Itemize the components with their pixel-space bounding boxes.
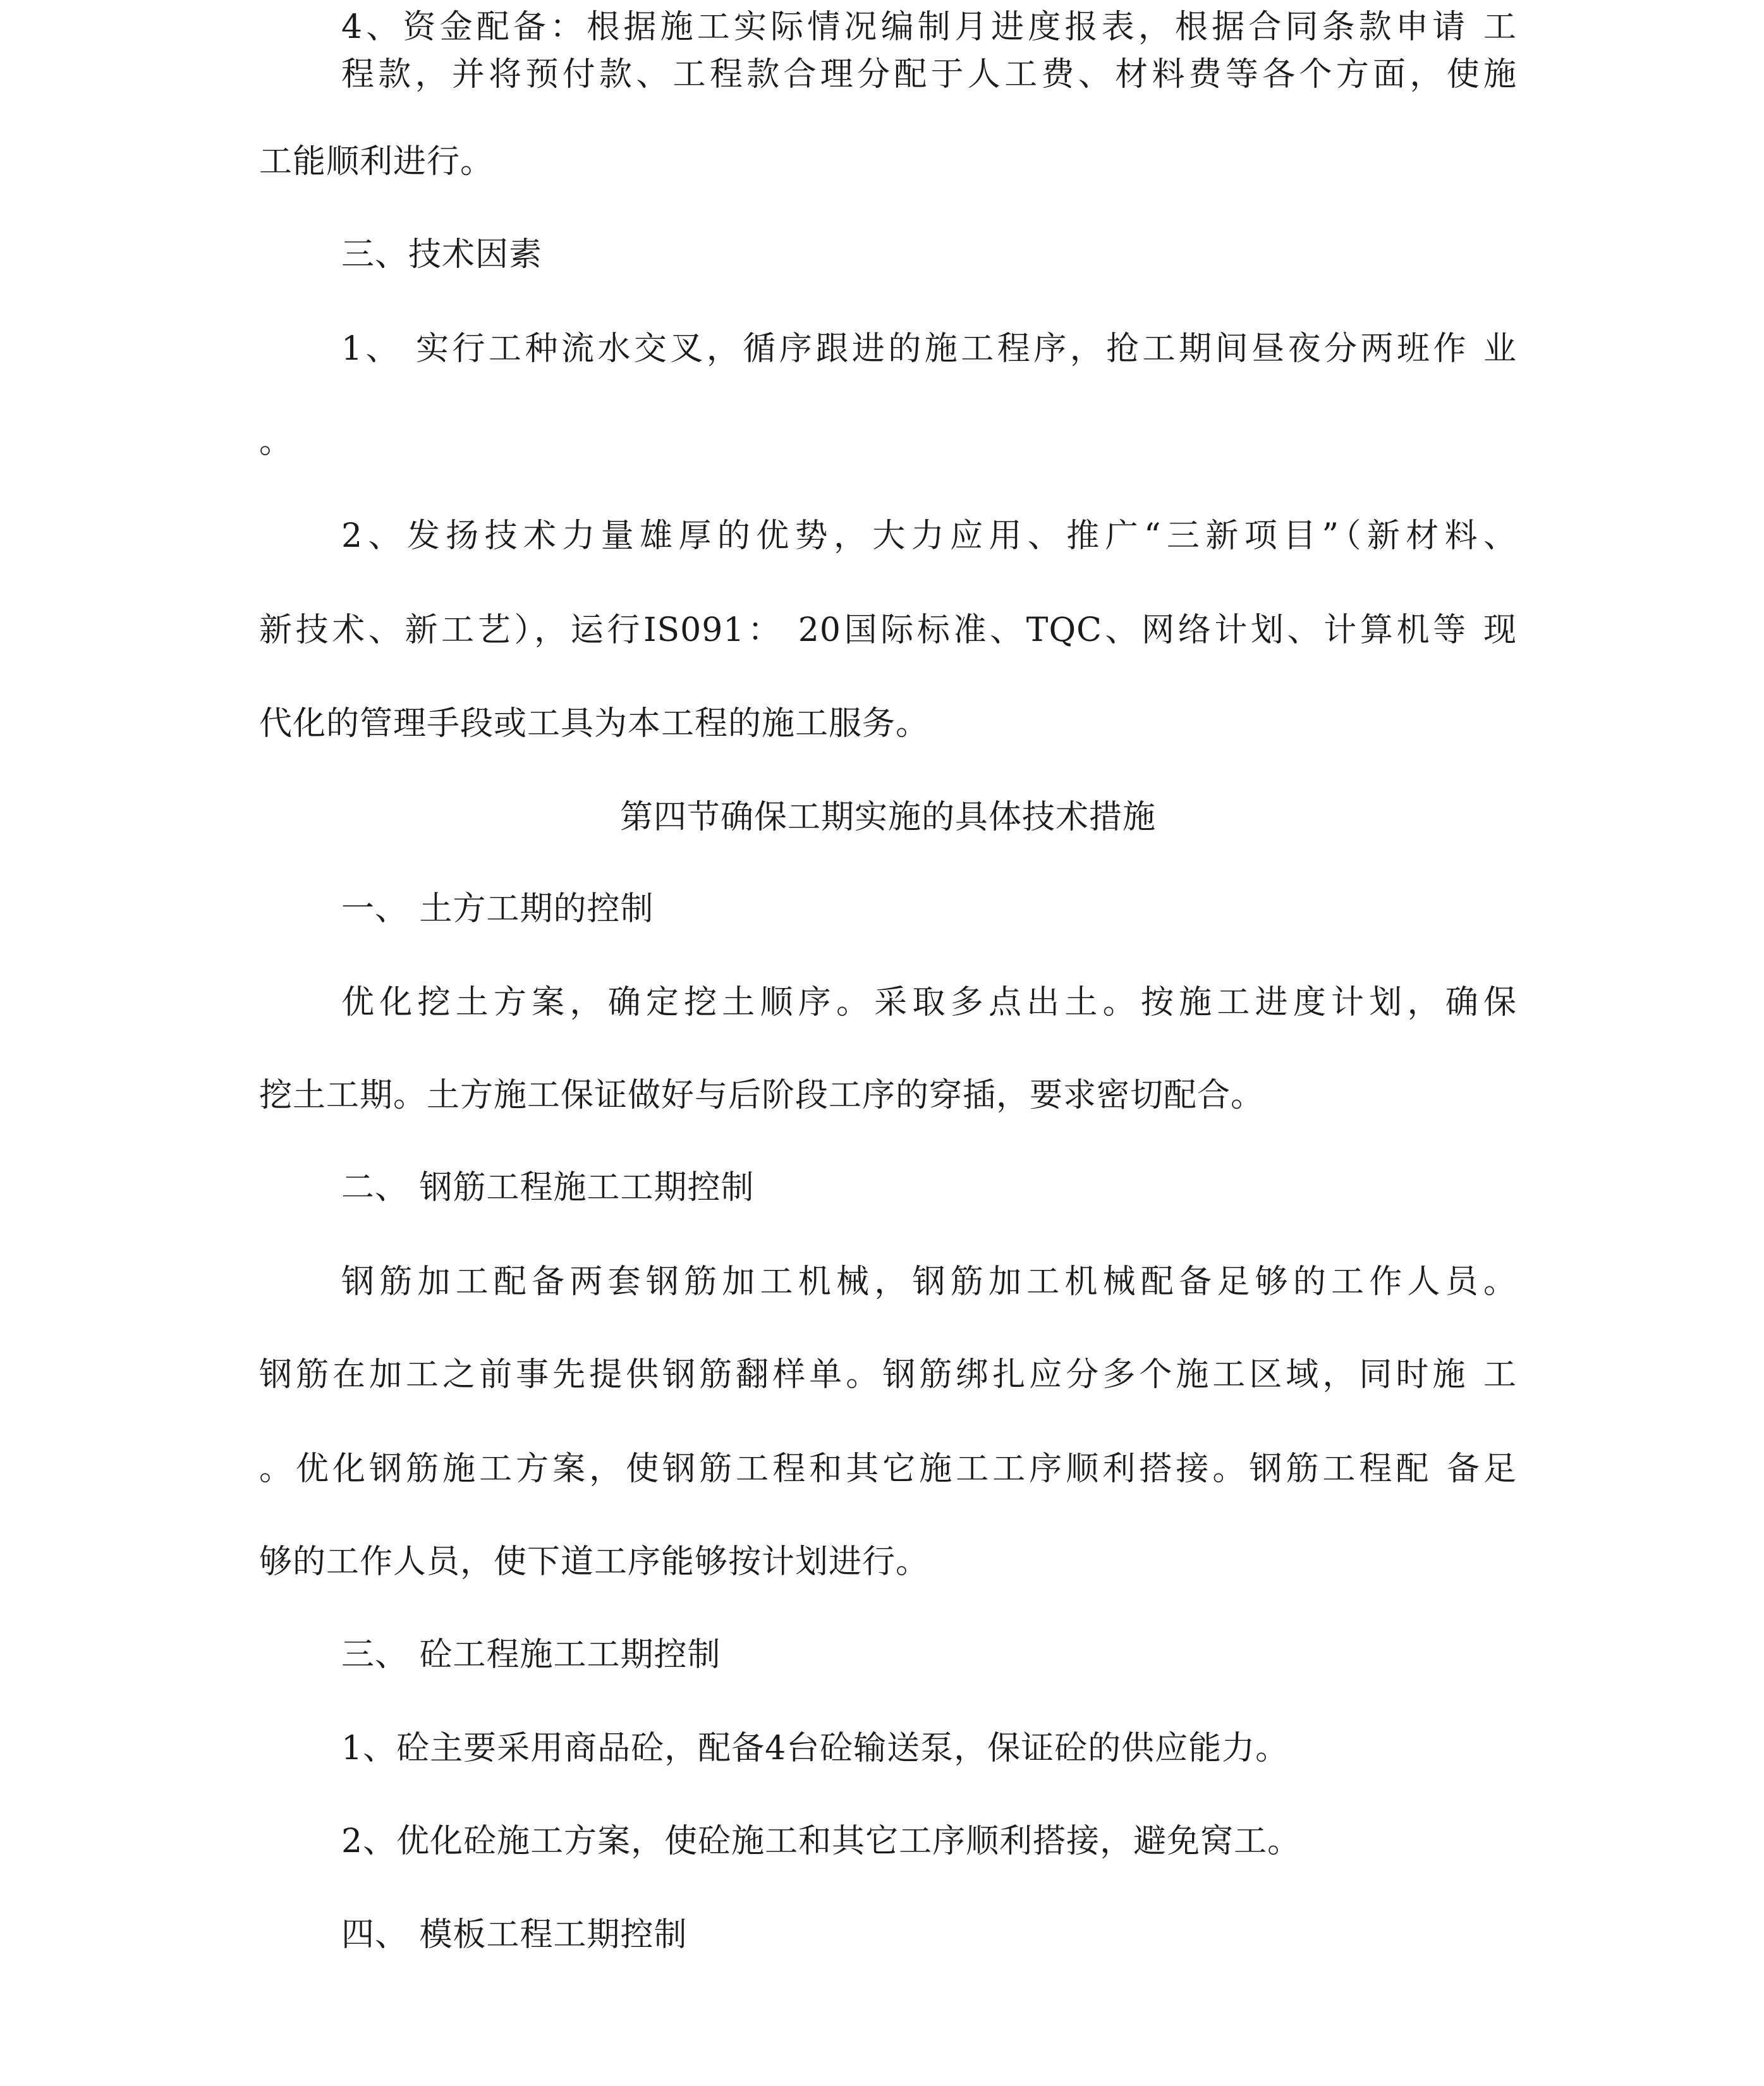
- paragraph-line: 钢筋在加工之前事先提供钢筋翻样单。钢筋绑扎应分多个施工区域，同时施 工: [259, 1356, 1517, 1394]
- paragraph-line: 4、资金配备：根据施工实际情况编制月进度报表，根据合同条款申请 工: [341, 8, 1517, 46]
- section-heading: 三、技术因素: [341, 236, 543, 274]
- paragraph-line: 。优化钢筋施工方案，使钢筋工程和其它施工工序顺利搭接。钢筋工程配 备足: [259, 1450, 1517, 1488]
- section-title: 第四节确保工期实施的具体技术措施: [619, 798, 1156, 836]
- paragraph-line: 代化的管理手段或工具为本工程的施工服务。: [259, 705, 930, 743]
- paragraph-line: 钢筋加工配备两套钢筋加工机械，钢筋加工机械配备足够的工作人员。: [341, 1263, 1517, 1301]
- paragraph-line: 新技术、新工艺），运行IS091： 20国际标准、TQC、网络计划、计算机等 现: [259, 611, 1517, 649]
- subsection-heading: 二、 钢筋工程施工工期控制: [341, 1169, 755, 1207]
- paragraph-line: 程款，并将预付款、工程款合理分配于人工费、材料费等各个方面，使施: [341, 56, 1517, 94]
- paragraph-line: 优化挖土方案，确定挖土顺序。采取多点出土。按施工进度计划，确保: [341, 984, 1517, 1022]
- paragraph-line: 够的工作人员，使下道工序能够按计划进行。: [259, 1543, 930, 1581]
- paragraph-line: 2、优化砼施工方案，使砼施工和其它工序顺利搭接，避免窝工。: [341, 1822, 1301, 1860]
- paragraph-line: 1、砼主要采用商品砼，配备4台砼输送泵，保证砼的供应能力。: [341, 1729, 1289, 1767]
- subsection-heading: 一、 土方工期的控制: [341, 890, 654, 928]
- paragraph-line: 1、 实行工种流水交叉，循序跟进的施工程序，抢工期间昼夜分两班作 业: [341, 330, 1517, 368]
- subsection-heading: 四、 模板工程工期控制: [341, 1916, 688, 1954]
- paragraph-line: 挖土工期。土方施工保证做好与后阶段工序的穿插，要求密切配合。: [259, 1077, 1265, 1114]
- paragraph-line: 。: [259, 423, 293, 461]
- paragraph-line: 2、发扬技术力量雄厚的优势，大力应用、推广“三新项目”（新材料、: [341, 517, 1517, 555]
- subsection-heading: 三、 砼工程施工工期控制: [341, 1636, 721, 1674]
- paragraph-line: 工能顺利进行。: [259, 143, 494, 181]
